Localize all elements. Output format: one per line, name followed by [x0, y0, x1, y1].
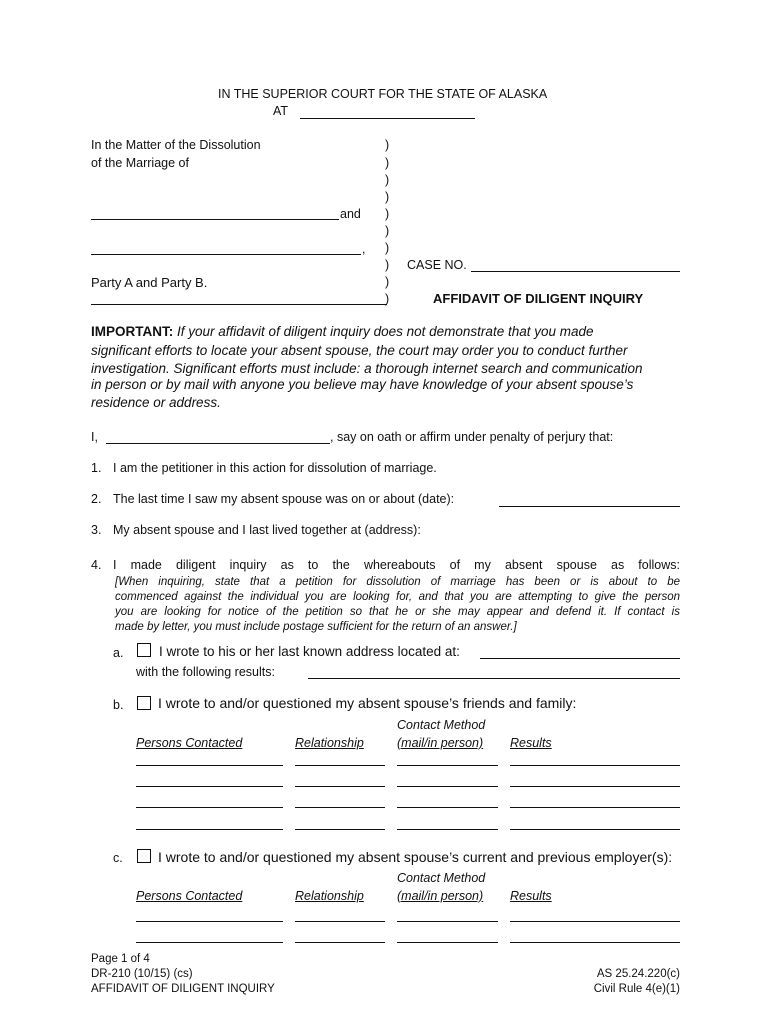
court-title: IN THE SUPERIOR COURT FOR THE STATE OF ALASKA	[218, 87, 548, 101]
affiant-name-field[interactable]	[106, 443, 330, 444]
footer-statute: AS 25.24.220(c)	[596, 968, 680, 980]
paren-1: )	[385, 138, 390, 152]
paren-4: )	[385, 190, 390, 204]
b-row4-relationship[interactable]	[295, 829, 385, 830]
footer-rule: Civil Rule 4(e)(1)	[593, 983, 680, 995]
item-2-number: 2.	[91, 492, 102, 506]
b-row2-relationship[interactable]	[295, 786, 385, 787]
b-row1-relationship[interactable]	[295, 765, 385, 766]
b-header-contact-bottom: (mail/in person)	[397, 736, 484, 750]
important-line-5: residence or address.	[91, 395, 221, 410]
sub-c-checkbox[interactable]	[137, 849, 151, 863]
c-row2-results[interactable]	[510, 942, 680, 943]
item-2-text: The last time I saw my absent spouse was on or about (date):	[113, 492, 455, 506]
c-row2-relationship[interactable]	[295, 942, 385, 943]
case-no-label: CASE NO.	[407, 258, 467, 272]
b-row3-contact[interactable]	[397, 807, 498, 808]
party-a-name-field[interactable]	[91, 219, 339, 220]
oath-prefix: I,	[91, 430, 98, 444]
c-row1-contact[interactable]	[397, 921, 498, 922]
important-line-4: in person or by mail with anyone you believe may have knowledge of your absent spouse’s	[91, 377, 634, 392]
footer-page: Page 1 of 4	[91, 953, 150, 965]
matter-line-2: of the Marriage of	[91, 156, 189, 170]
sub-b-text: I wrote to and/or questioned my absent spouse’s friends and family:	[158, 695, 577, 711]
comma-label: ,	[362, 242, 366, 256]
sub-a-letter: a.	[113, 646, 124, 660]
instructions-line-3: you are looking for notice of the petition so that he or she may appear and defend it. If contact is	[115, 606, 680, 618]
paren-8: )	[385, 258, 390, 272]
b-header-relationship: Relationship	[295, 736, 364, 750]
sub-c-text: I wrote to and/or questioned my absent spouse’s current and previous employer(s):	[158, 849, 673, 865]
important-line-3: investigation. Significant efforts must include: a thorough internet search and communication	[91, 361, 643, 376]
c-header-contact-bottom: (mail/in person)	[397, 889, 484, 903]
b-row2-persons[interactable]	[136, 786, 283, 787]
sub-a-text: I wrote to his or her last known address located at:	[159, 644, 460, 659]
party-b-name-field[interactable]	[91, 254, 361, 255]
at-label: AT	[273, 104, 289, 118]
b-row2-results[interactable]	[510, 786, 680, 787]
parties-label: Party A and Party B.	[91, 275, 208, 290]
matter-line-1: In the Matter of the Dissolution	[91, 138, 261, 152]
b-row1-results[interactable]	[510, 765, 680, 766]
c-row1-relationship[interactable]	[295, 921, 385, 922]
c-row2-contact[interactable]	[397, 942, 498, 943]
b-row1-persons[interactable]	[136, 765, 283, 766]
b-header-contact-top: Contact Method	[397, 718, 486, 732]
sub-a-results-field[interactable]	[308, 678, 680, 679]
instructions-line-2: commenced against the individual you are looking for, and that you are attempting to give the person	[115, 591, 680, 603]
instructions-line-1: [When inquiring, state that a petition for dissolution of marriage has been or is about to be	[115, 576, 680, 588]
c-row1-persons[interactable]	[136, 921, 283, 922]
sub-a-results-label: with the following results:	[136, 665, 275, 679]
last-known-address-field[interactable]	[480, 658, 680, 659]
c-header-relationship: Relationship	[295, 889, 364, 903]
paren-5: )	[385, 207, 390, 221]
b-row1-contact[interactable]	[397, 765, 498, 766]
c-header-persons: Persons Contacted	[136, 889, 243, 903]
footer-form-number: DR-210 (10/15) (cs)	[91, 968, 193, 980]
item-4-text: I made diligent inquiry as to the whereabouts of my absent spouse as follows:	[113, 558, 680, 572]
b-row4-contact[interactable]	[397, 829, 498, 830]
case-no-field[interactable]	[471, 271, 680, 272]
c-header-contact-top: Contact Method	[397, 871, 486, 885]
last-seen-date-field[interactable]	[499, 506, 680, 507]
b-row3-persons[interactable]	[136, 807, 283, 808]
important-line-2: significant efforts to locate your absent spouse, the court may order you to conduct further	[91, 343, 628, 358]
paren-7: )	[385, 241, 390, 255]
paren-9: )	[385, 275, 390, 289]
item-3-text: My absent spouse and I last lived together at (address):	[113, 523, 421, 537]
paren-2: )	[385, 156, 390, 170]
sub-b-checkbox[interactable]	[137, 696, 151, 710]
b-row3-results[interactable]	[510, 807, 680, 808]
paren-6: )	[385, 224, 390, 238]
item-1-number: 1.	[91, 461, 102, 475]
b-row4-results[interactable]	[510, 829, 680, 830]
b-row3-relationship[interactable]	[295, 807, 385, 808]
document-title: AFFIDAVIT OF DILIGENT INQUIRY	[433, 291, 644, 306]
b-header-persons: Persons Contacted	[136, 736, 243, 750]
footer-form-title: AFFIDAVIT OF DILIGENT INQUIRY	[91, 983, 275, 995]
instructions-line-4: made by letter, you must include postage sufficient for the return of an answer.]	[115, 621, 517, 633]
and-label: and	[340, 207, 361, 221]
b-row4-persons[interactable]	[136, 829, 283, 830]
paren-10: )	[385, 292, 390, 306]
c-header-results: Results	[510, 889, 552, 903]
important-label: IMPORTANT:	[91, 324, 174, 339]
b-row2-contact[interactable]	[397, 786, 498, 787]
important-text-1: If your affidavit of diligent inquiry does not demonstrate that you made	[177, 324, 594, 339]
item-4-number: 4.	[91, 558, 102, 572]
paren-3: )	[385, 173, 390, 187]
c-row1-results[interactable]	[510, 921, 680, 922]
sub-c-letter: c.	[113, 851, 123, 865]
important-line-1	[91, 324, 594, 339]
sub-b-letter: b.	[113, 698, 124, 712]
b-header-results: Results	[510, 736, 552, 750]
c-row2-persons[interactable]	[136, 942, 283, 943]
oath-suffix: , say on oath or affirm under penalty of perjury that:	[330, 430, 614, 444]
item-1-text: I am the petitioner in this action for dissolution of marriage.	[113, 461, 437, 475]
at-location-field[interactable]	[300, 118, 475, 119]
caption-bottom-line	[91, 304, 387, 305]
sub-a-checkbox[interactable]	[137, 643, 151, 657]
item-3-number: 3.	[91, 523, 102, 537]
